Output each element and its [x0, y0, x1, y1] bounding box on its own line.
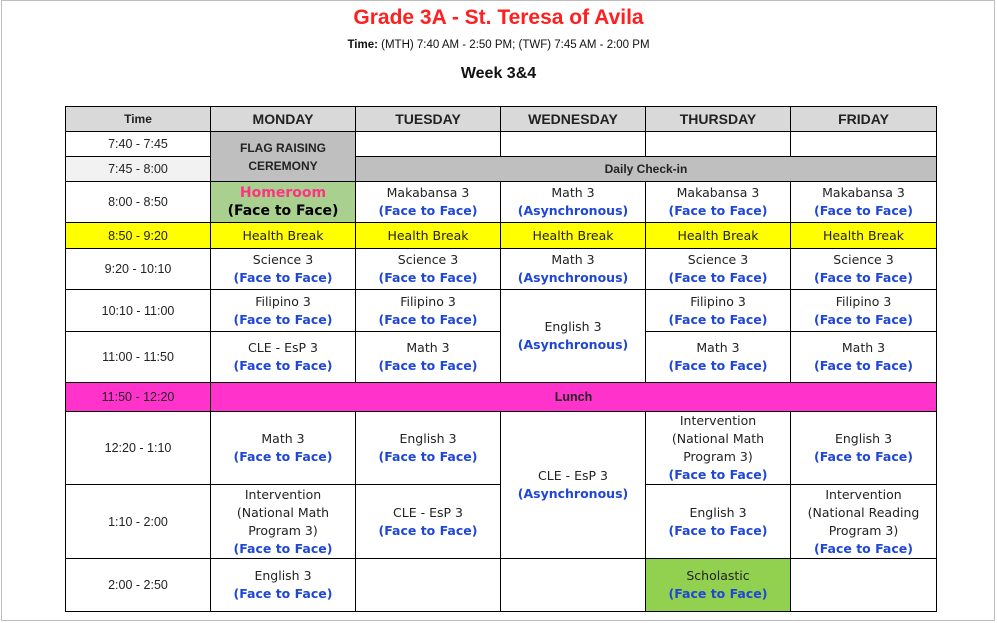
subject-label: Intervention (National Reading Program 3)	[807, 486, 920, 538]
mode-label: (Face to Face)	[233, 449, 333, 464]
mode-label: (Asynchronous)	[517, 203, 629, 218]
class-cell	[211, 249, 356, 290]
time-label: Time:	[347, 39, 378, 51]
mode-label: (Face to Face)	[814, 270, 913, 285]
class-cell	[646, 412, 791, 485]
mode-label: (Face to Face)	[814, 358, 913, 373]
mode-label: (Asynchronous)	[517, 270, 629, 285]
col-header-monday: MONDAY	[211, 107, 356, 132]
time-cell: 12:20 - 1:10	[66, 412, 211, 485]
time-cell: 8:50 - 9:20	[66, 223, 211, 249]
subject-label: Intervention (National Math Program 3)	[671, 413, 765, 464]
subject-label: English 3	[399, 431, 457, 446]
week-label: Week 3&4	[460, 65, 537, 82]
table-row	[66, 132, 937, 157]
mode-label: (Face to Face)	[233, 358, 333, 373]
class-cell	[791, 412, 937, 485]
mode-label: (Face to Face)	[814, 540, 913, 556]
mode-label: (Face to Face)	[814, 203, 913, 218]
health-break-cell: Health Break	[356, 223, 501, 249]
subject-label: Math 3	[551, 185, 595, 200]
homeroom-label: Homeroom	[239, 185, 327, 201]
time-cell: 10:10 - 11:00	[66, 290, 211, 332]
mode-label: (Face to Face)	[668, 358, 768, 373]
table-row	[66, 182, 937, 223]
mode-label: (Face to Face)	[233, 270, 333, 285]
class-cell	[646, 182, 791, 223]
class-cell	[791, 290, 937, 332]
mode-label: (Face to Face)	[233, 540, 333, 556]
schedule-time-line	[0, 39, 997, 51]
subject-label: Science 3	[833, 252, 894, 267]
class-cell	[501, 290, 646, 383]
homeroom-mode: (Face to Face)	[227, 203, 339, 219]
mode-label: (Face to Face)	[233, 311, 333, 327]
subject-label: Intervention (National Math Program 3)	[236, 486, 330, 538]
mode-label: (Face to Face)	[378, 203, 478, 218]
class-cell	[356, 332, 501, 383]
subject-label: English 3	[254, 568, 312, 583]
homeroom-cell	[211, 182, 356, 223]
subject-label: Math 3	[696, 340, 740, 355]
subject-label: Filipino 3	[835, 293, 892, 309]
empty-cell	[791, 132, 937, 157]
table-row	[66, 223, 937, 249]
subject-label: CLE - EsP 3	[538, 468, 608, 483]
mode-label: (Face to Face)	[378, 270, 478, 285]
subject-label: English 3	[689, 504, 747, 520]
mode-label: (Face to Face)	[668, 270, 768, 285]
time-value: (MTH) 7:40 AM - 2:50 PM; (TWF) 7:45 AM - 2:00 PM	[377, 39, 650, 51]
health-break-cell: Health Break	[501, 223, 646, 249]
table-row	[66, 249, 937, 290]
time-cell: 11:50 - 12:20	[66, 383, 211, 412]
class-cell	[211, 412, 356, 485]
table-row	[66, 157, 937, 182]
class-cell	[356, 412, 501, 485]
mode-label: (Face to Face)	[378, 311, 478, 327]
class-cell	[211, 332, 356, 383]
time-cell: 9:20 - 10:10	[66, 249, 211, 290]
class-cell	[791, 249, 937, 290]
time-cell: 7:40 - 7:45	[66, 132, 211, 157]
subject-label: CLE - EsP 3	[393, 504, 463, 520]
class-cell	[356, 290, 501, 332]
class-cell	[646, 559, 791, 612]
class-cell	[501, 249, 646, 290]
empty-cell	[501, 132, 646, 157]
class-cell	[356, 485, 501, 559]
subject-label: Makabansa 3	[822, 185, 905, 200]
page-title: Grade 3A - St. Teresa of Avila	[353, 6, 644, 29]
time-cell: 8:00 - 8:50	[66, 182, 211, 223]
col-header-thursday: THURSDAY	[646, 107, 791, 132]
flag-ceremony-cell: FLAG RAISING CEREMONY	[211, 132, 356, 182]
col-header-time: Time	[66, 107, 211, 132]
empty-cell	[646, 132, 791, 157]
subject-label: Math 3	[551, 252, 595, 267]
mode-label: (Face to Face)	[668, 203, 768, 218]
mode-label: (Asynchronous)	[517, 337, 629, 352]
class-cell	[356, 182, 501, 223]
class-cell	[501, 182, 646, 223]
col-header-wednesday: WEDNESDAY	[501, 107, 646, 132]
class-cell	[646, 485, 791, 559]
mode-label: (Face to Face)	[814, 449, 913, 464]
mode-label: (Face to Face)	[378, 522, 478, 538]
class-cell	[791, 332, 937, 383]
class-cell	[211, 485, 356, 559]
mode-label: (Face to Face)	[668, 311, 768, 327]
class-cell	[356, 249, 501, 290]
health-break-cell: Health Break	[791, 223, 937, 249]
subject-label: Math 3	[261, 431, 305, 446]
subject-label: CLE - EsP 3	[248, 340, 318, 355]
subject-label: Scholastic	[686, 568, 750, 583]
mode-label: (Face to Face)	[378, 358, 478, 373]
schedule-table	[65, 106, 937, 612]
class-cell	[791, 485, 937, 559]
time-cell: 1:10 - 2:00	[66, 485, 211, 559]
mode-label: (Asynchronous)	[517, 486, 629, 501]
subject-label: English 3	[544, 319, 602, 334]
class-cell	[211, 559, 356, 612]
class-cell	[646, 249, 791, 290]
empty-cell	[501, 559, 646, 612]
mode-label: (Face to Face)	[378, 449, 478, 464]
time-cell: 11:00 - 11:50	[66, 332, 211, 383]
table-row	[66, 559, 937, 612]
health-break-cell: Health Break	[211, 223, 356, 249]
subject-label: Science 3	[397, 252, 459, 267]
mode-label: (Face to Face)	[668, 586, 768, 601]
table-row	[66, 290, 937, 332]
class-cell	[791, 182, 937, 223]
health-break-cell: Health Break	[646, 223, 791, 249]
class-cell	[211, 290, 356, 332]
subject-label: Math 3	[406, 340, 450, 355]
mode-label: (Face to Face)	[814, 311, 913, 327]
subject-label: Math 3	[841, 340, 886, 355]
daily-checkin-cell: Daily Check-in	[356, 157, 937, 182]
class-cell	[501, 412, 646, 559]
mode-label: (Face to Face)	[668, 467, 768, 482]
mode-label: (Face to Face)	[233, 586, 333, 601]
subject-label: Science 3	[687, 252, 749, 267]
subject-label: Filipino 3	[255, 293, 311, 309]
subject-label: Science 3	[252, 252, 314, 267]
class-cell	[646, 332, 791, 383]
table-row	[66, 383, 937, 412]
lunch-cell: Lunch	[211, 383, 937, 412]
subject-label: English 3	[834, 431, 893, 446]
empty-cell	[791, 559, 937, 612]
time-cell: 7:45 - 8:00	[66, 157, 211, 182]
subject-label: Filipino 3	[690, 293, 746, 309]
subject-label: Filipino 3	[400, 293, 456, 309]
subject-label: Makabansa 3	[676, 185, 760, 200]
subject-label: Makabansa 3	[386, 185, 470, 200]
table-row	[66, 412, 937, 485]
empty-cell	[356, 132, 501, 157]
empty-cell	[356, 559, 501, 612]
col-header-tuesday: TUESDAY	[356, 107, 501, 132]
header-row	[66, 107, 937, 132]
col-header-friday: FRIDAY	[791, 107, 937, 132]
mode-label: (Face to Face)	[668, 522, 768, 538]
time-cell: 2:00 - 2:50	[66, 559, 211, 612]
class-cell	[646, 290, 791, 332]
